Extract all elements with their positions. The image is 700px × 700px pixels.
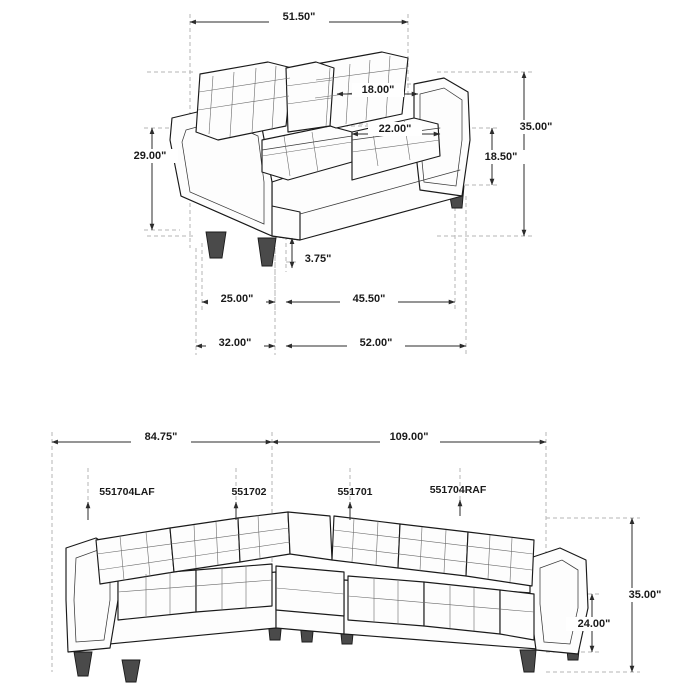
leg-front-left [206,232,226,258]
code-551702: 551702 [231,486,267,498]
dim-seat-height: 18.50" [484,151,518,163]
dim-sectional-right-width: 109.00" [389,431,429,443]
code-551704LAF: 551704LAF [99,486,155,498]
back-cushion-left [196,62,292,140]
back-cushion-middle [286,62,334,132]
sectional-back-corner [288,512,332,560]
sectional-seat-left-2 [196,564,272,612]
code-551701: 551701 [337,486,373,498]
dim-seat-width: 45.50" [352,293,386,305]
dim-seat-back-height: 18.00" [361,84,395,96]
sectional-illustration [66,512,588,682]
dim-overall-width: 52.00" [359,337,393,349]
dim-seat-depth: 22.00" [378,123,412,135]
sofa-illustration-top [170,52,470,266]
top-figure-group [122,10,564,355]
sectional-back-right-3 [466,532,534,586]
sectional-seat-right-1 [348,576,424,626]
dim-arm-depth: 25.00" [220,293,254,305]
sectional-back-right-2 [398,524,468,576]
sectional-back-left-2 [170,518,240,572]
dim-sectional-overall-height: 35.00" [628,589,662,601]
bottom-figure-group [52,430,674,682]
component-code-labels [99,484,487,498]
dim-base-depth: 32.00" [218,337,252,349]
dim-overall-height: 35.00" [519,121,553,133]
dim-leg-height: 3.75" [304,253,332,265]
dim-left-section-width: 84.75" [144,431,178,443]
sectional-arm-right [530,548,588,654]
sectional-leg-2 [122,660,140,682]
sectional-leg-1 [74,652,92,676]
dim-sectional-seat-back-height: 24.00" [577,618,611,630]
leg-front-right [258,238,276,266]
code-551704RAF: 551704RAF [429,484,487,496]
dim-overall-back-width: 51.50" [282,11,316,23]
sectional-back-right-1 [332,516,400,568]
sectional-seat-right-3 [500,590,534,640]
dim-arm-height: 29.00" [133,150,167,162]
sectional-back-left-3 [238,512,290,562]
sectional-leg-6 [520,650,536,672]
